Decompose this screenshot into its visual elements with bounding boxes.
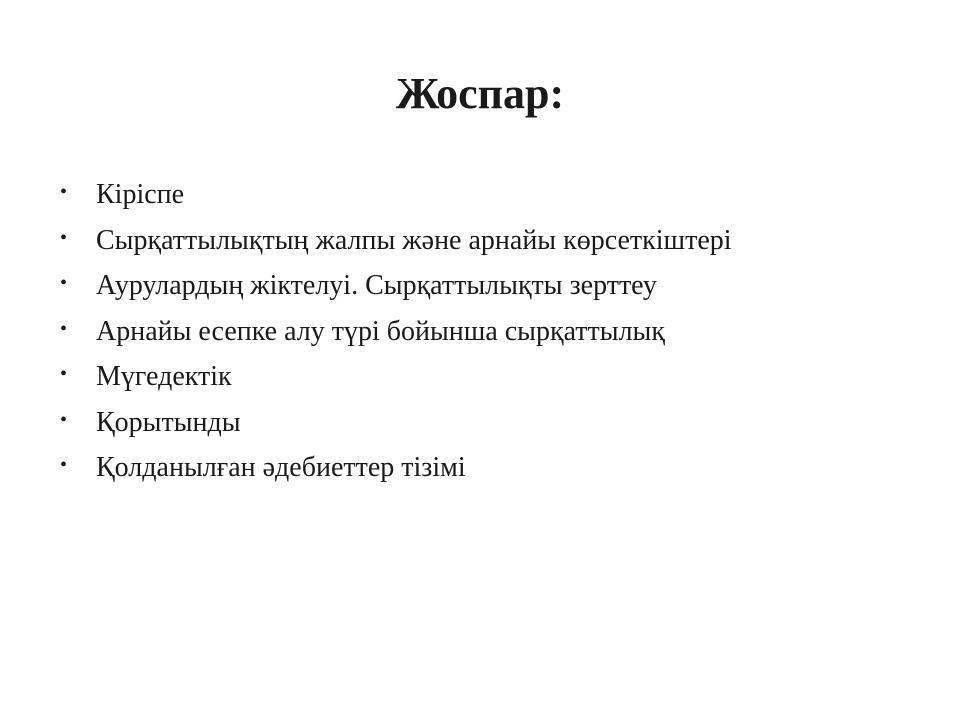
list-item-disability <box>60 354 732 400</box>
list-item-text: Сырқаттылықтың жалпы және арнайы көрсеткіштері <box>96 224 732 256</box>
list-item-text: Кіріспе <box>96 179 185 210</box>
list-item-indicators <box>60 218 732 264</box>
bullet-icon: • <box>60 317 68 340</box>
list-item-text: Мүгедектік <box>96 361 232 392</box>
bullet-icon: • <box>60 408 68 431</box>
list-item-text: Қолданылған әдебиеттер тізімі <box>96 452 466 483</box>
bullet-icon: • <box>60 363 68 385</box>
list-item-text: Арнайы есепке алу түрі бойынша сырқаттылық <box>96 315 665 347</box>
slide-title: Жоспар: <box>395 69 565 118</box>
bullet-list <box>60 172 732 491</box>
bullet-icon: • <box>60 272 68 294</box>
list-item-text: Қорытынды <box>96 406 241 438</box>
list-item-intro <box>60 172 732 218</box>
list-item-text: Аурулардың жіктелуі. Сырқаттылықты зерттеу <box>96 270 657 301</box>
list-item-conclusion <box>60 400 732 446</box>
bullet-icon: • <box>60 226 68 249</box>
list-item-references <box>60 445 732 491</box>
list-item-special-accounting <box>60 309 732 355</box>
bullet-icon: • <box>60 181 68 203</box>
bullet-icon: • <box>60 454 68 476</box>
list-item-classification <box>60 263 732 309</box>
